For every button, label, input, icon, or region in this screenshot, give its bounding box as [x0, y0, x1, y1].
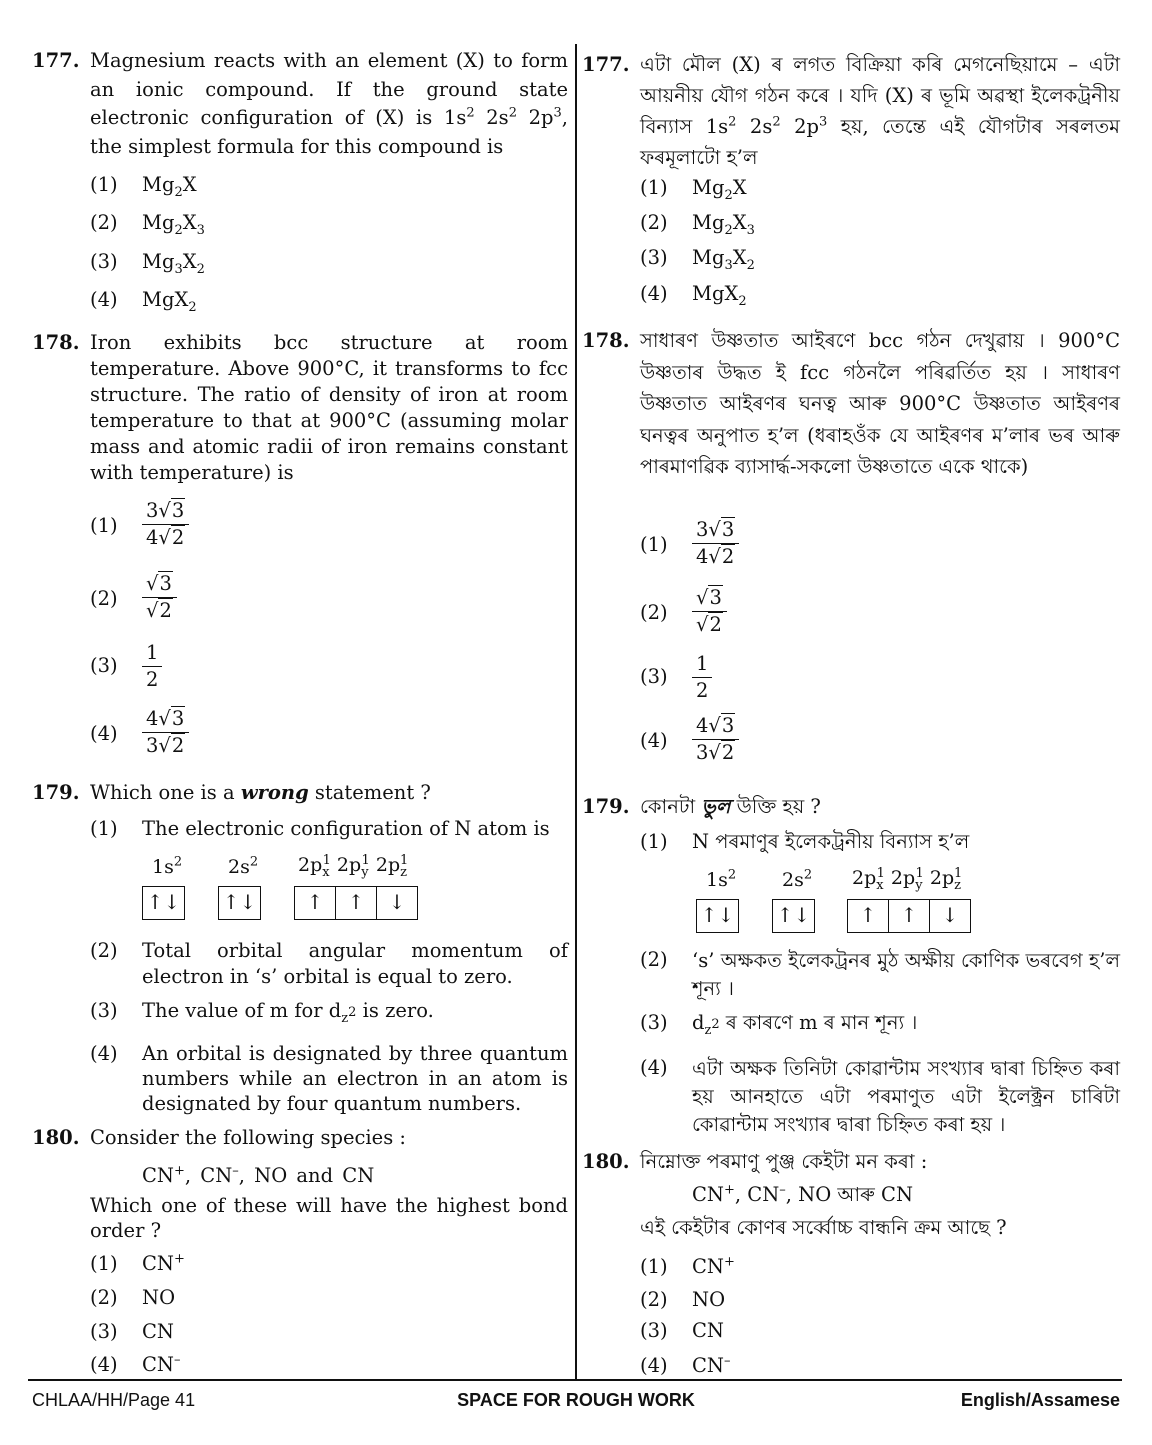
page-code: CHLAA/HH/Page 41	[32, 1390, 196, 1410]
question-179-en	[32, 779, 568, 808]
question-number: 179.	[32, 781, 80, 804]
orbital-label-2s: $2s^2$	[782, 867, 813, 891]
column-divider	[575, 44, 577, 1380]
question-number: 177.	[32, 49, 80, 72]
orbital-box-2p: ↑ ↑ ↓	[847, 899, 971, 933]
orbital-label-2s: $2s^2$	[228, 854, 259, 878]
fraction: $\frac{1}{2}$	[142, 642, 162, 691]
question-number: 178.	[582, 329, 630, 352]
question-stem: Magnesium reacts with an element (X) to form an ionic compound. If the ground state electronic configuration of (X) is $1s^2$ $2s^2$ $2p^3$, the simplest formula for this compound is	[90, 49, 568, 158]
language-label: English/Assamese	[960, 1390, 1120, 1410]
question-number: 178.	[32, 331, 80, 354]
orbital-box-2s: ↑↓	[772, 899, 815, 933]
question-stem: কোনটা ভুল উক্তি হয় ?	[640, 795, 821, 818]
orbital-label-1s: $1s^2$	[152, 854, 183, 878]
fraction: $\frac{√3}{√2}$	[692, 587, 727, 636]
question-number: 177.	[582, 53, 630, 76]
orbital-box-2s: ↑↓	[218, 886, 261, 920]
orbital-box-1s: ↑↓	[142, 886, 185, 920]
question-number: 179.	[582, 795, 630, 818]
orbital-label-1s: $1s^2$	[706, 867, 737, 891]
question-180-as	[582, 1148, 1120, 1177]
question-177-en	[32, 47, 568, 161]
question-178-as	[582, 325, 1120, 483]
fraction: $\frac{4√3}{3√2}$	[692, 715, 739, 764]
question-number: 180.	[582, 1150, 630, 1173]
question-177-as	[582, 49, 1120, 173]
fraction: $\frac{√3}{√2}$	[142, 573, 177, 622]
fraction: $\frac{3√3}{4√2}$	[692, 519, 739, 568]
orbital-box-2p: ↑ ↑ ↓	[294, 886, 418, 920]
question-179-as	[582, 793, 1120, 822]
question-180-en	[32, 1124, 568, 1153]
question-stem: এটা মৌল (X) ৰ লগত বিক্ৰিয়া কৰি মেগনেছিয়ামে – এটা আয়নীয় যৌগ গঠন কৰে । যদি (X) ৰ ভূমি অৱস্থা ইলেকট্ৰনীয় বিন্যাস $1s^2$ $2s^2$ $2p^3$ হয়, তেন্তে এই যৌগটাৰ সৰলতম ফৰমূলাটো হ’ল	[640, 53, 1120, 169]
fraction: $\frac{1}{2}$	[692, 653, 712, 702]
question-178-en	[32, 330, 568, 486]
question-stem: Consider the following species :	[90, 1126, 406, 1149]
rough-work-label: SPACE FOR ROUGH WORK	[457, 1390, 695, 1410]
question-stem: Which one is a wrong statement ?	[90, 781, 431, 804]
fraction: $\frac{4√3}{3√2}$	[142, 708, 189, 757]
orbital-label-2p: $2p_x^1$ $2p_y^1$ $2p_z^1$	[852, 865, 963, 893]
fraction: $\frac{3√3}{4√2}$	[142, 500, 189, 549]
question-180-prompt: এই কেইটাৰ কোণৰ সৰ্ব্বোচ্চ বান্ধনি ক্ৰম আছে ?	[640, 1216, 1007, 1239]
question-180-prompt: Which one of these will have the highest bond order ?	[90, 1194, 568, 1242]
question-stem: সাধাৰণ উষ্ণতাত আইৰণে bcc গঠন দেখুৱায় । 900°C উষ্ণতাৰ উদ্ধত ই fcc গঠনলৈ পৰিৱৰ্তিত হয় । সাধাৰণ উষ্ণতাত আইৰণৰ ঘনত্ব আৰু 900°C উষ্ণতাত আইৰণৰ ঘনত্বৰ অনুপাত হ’ল (ধৰাহওঁক যে আইৰণৰ ম’লাৰ ভৰ আৰু পাৰমাণৱিক ব্যাসাৰ্দ্ধ-সকলো উষ্ণতাতে একে থাকে)	[640, 329, 1120, 478]
orbital-box-1s: ↑↓	[696, 899, 739, 933]
footer-rule	[28, 1379, 1122, 1381]
question-number: 180.	[32, 1126, 80, 1149]
question-stem: নিম্নোক্ত পৰমাণু পুঞ্জ কেইটা মন কৰা :	[640, 1150, 928, 1173]
orbital-label-2p: $2p_x^1$ $2p_y^1$ $2p_z^1$	[298, 852, 409, 880]
question-stem: Iron exhibits bcc structure at room temperature. Above 900°C, it transforms to fcc structure. The ratio of density of iron at room temperature to that at 900°C (assuming molar mass and atomic radii of iron remains constant with temperature) is	[90, 331, 568, 484]
